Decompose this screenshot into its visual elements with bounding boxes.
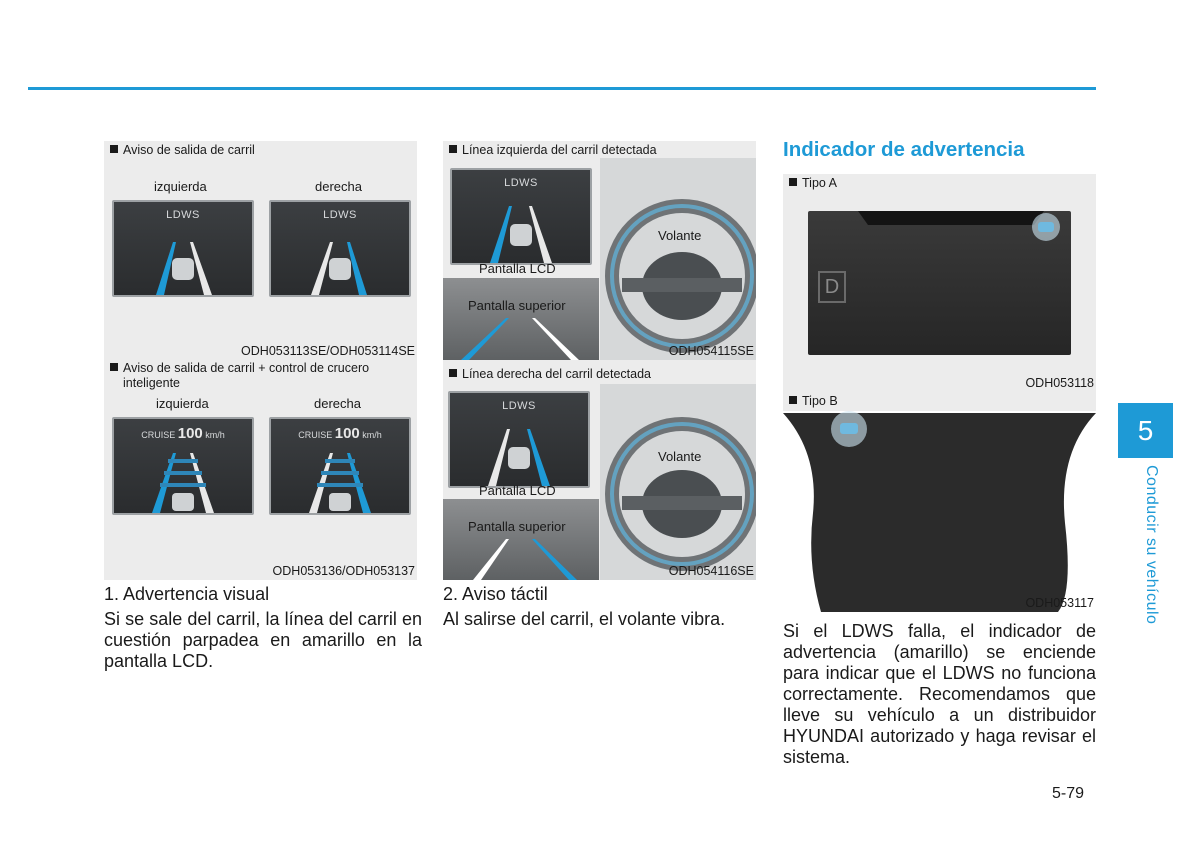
label-left: izquierda [156,396,209,411]
lcd-label: Pantalla LCD [479,483,556,498]
lane-left-graphic [114,202,252,295]
label-right: derecha [315,179,362,194]
figure-code: ODH054116SE [668,564,754,578]
lane-graphic [450,393,588,486]
cluster-display [808,211,1071,355]
steering-wheel-graphic [600,158,756,360]
lcd-screen-right [269,200,411,297]
chapter-title: Conducir su vehículo [1143,465,1160,625]
screen-title: LDWS [504,177,538,189]
screen-title: LDWS [323,209,357,221]
screen-title: LDWS [166,209,200,221]
hud-label: Pantalla superior [468,298,566,313]
lcd-screen-left [112,200,254,297]
head-up-display [443,278,599,360]
chapter-tab: 5 [1118,403,1173,458]
figure-caption: Tipo A [789,176,837,191]
gear-indicator: D [818,271,846,303]
wheel-label: Volante [658,228,702,243]
lane-graphic [452,170,590,263]
screen-title: LDWS [502,400,536,412]
cruise-lane-graphic [271,419,409,513]
label-left: izquierda [154,179,207,194]
wheel-label: Volante [658,449,702,464]
head-up-display [443,499,599,580]
section-title-visual: 1. Advertencia visual [104,584,270,604]
figure-code: ODH053113SE/ODH053114SE [241,344,415,358]
header-rule [28,87,1096,90]
figure-caption: Línea izquierda del carril detectada [449,143,657,158]
cruise-readout: CRUISE 100 km/h [298,425,382,442]
figure-code: ODH053118 [1025,376,1094,390]
figure-lane-departure [104,141,417,360]
cruise-screen-right [269,417,411,515]
cruise-readout: CRUISE 100 km/h [141,425,225,442]
steering-wheel-panel [600,384,756,580]
figure-type-a [783,174,1096,393]
cruise-screen-left [112,417,254,515]
figure-code: ODH054115SE [668,344,754,358]
figure-caption: Aviso de salida de carril + control de crucero inteligente [110,361,410,391]
hud-label: Pantalla superior [468,519,566,534]
lcd-label: Pantalla LCD [479,261,556,276]
hud-lanes [443,278,599,360]
cruise-lane-graphic [114,419,252,513]
figure-left-lane-detected [443,141,756,360]
figure-caption: Aviso de salida de carril [110,143,255,158]
figure-lane-departure-cruise [104,360,417,580]
paragraph-visual: Si se sale del carril, la línea del carril en cuestión parpadea en amarillo en la pantalla LCD. [104,609,422,671]
lane-right-graphic [271,202,409,295]
hud-lanes [443,499,599,580]
page-number: 5-79 [1052,785,1085,802]
steering-wheel-graphic [600,384,756,580]
figure-type-b [783,393,1096,612]
figure-caption: Línea derecha del carril detectada [449,367,651,382]
label-right: derecha [314,396,361,411]
figure-code: ODH053136/ODH053137 [272,564,415,578]
section-title-haptic: 2. Aviso táctil [443,584,548,604]
paragraph-haptic: Al salirse del carril, el volante vibra. [443,609,726,629]
lcd-screen [450,168,592,265]
cluster-bezel [808,211,1071,355]
figure-caption: Tipo B [789,394,838,409]
cluster-display-b [783,393,1096,612]
section-heading: Indicador de advertencia [783,138,1025,161]
figure-code: ODH053117 [1025,596,1094,610]
paragraph-warning: Si el LDWS falla, el indicador de advertencia (amarillo) se enciende para indicar que el LDWS no funciona correctamente. Recomendamos que lleve su vehículo a un distribuidor HYUNDAI autorizado y haga revisar el sistema. [783,621,1096,767]
figure-right-lane-detected [443,360,756,580]
lcd-screen [448,391,590,488]
steering-wheel-panel [600,158,756,360]
